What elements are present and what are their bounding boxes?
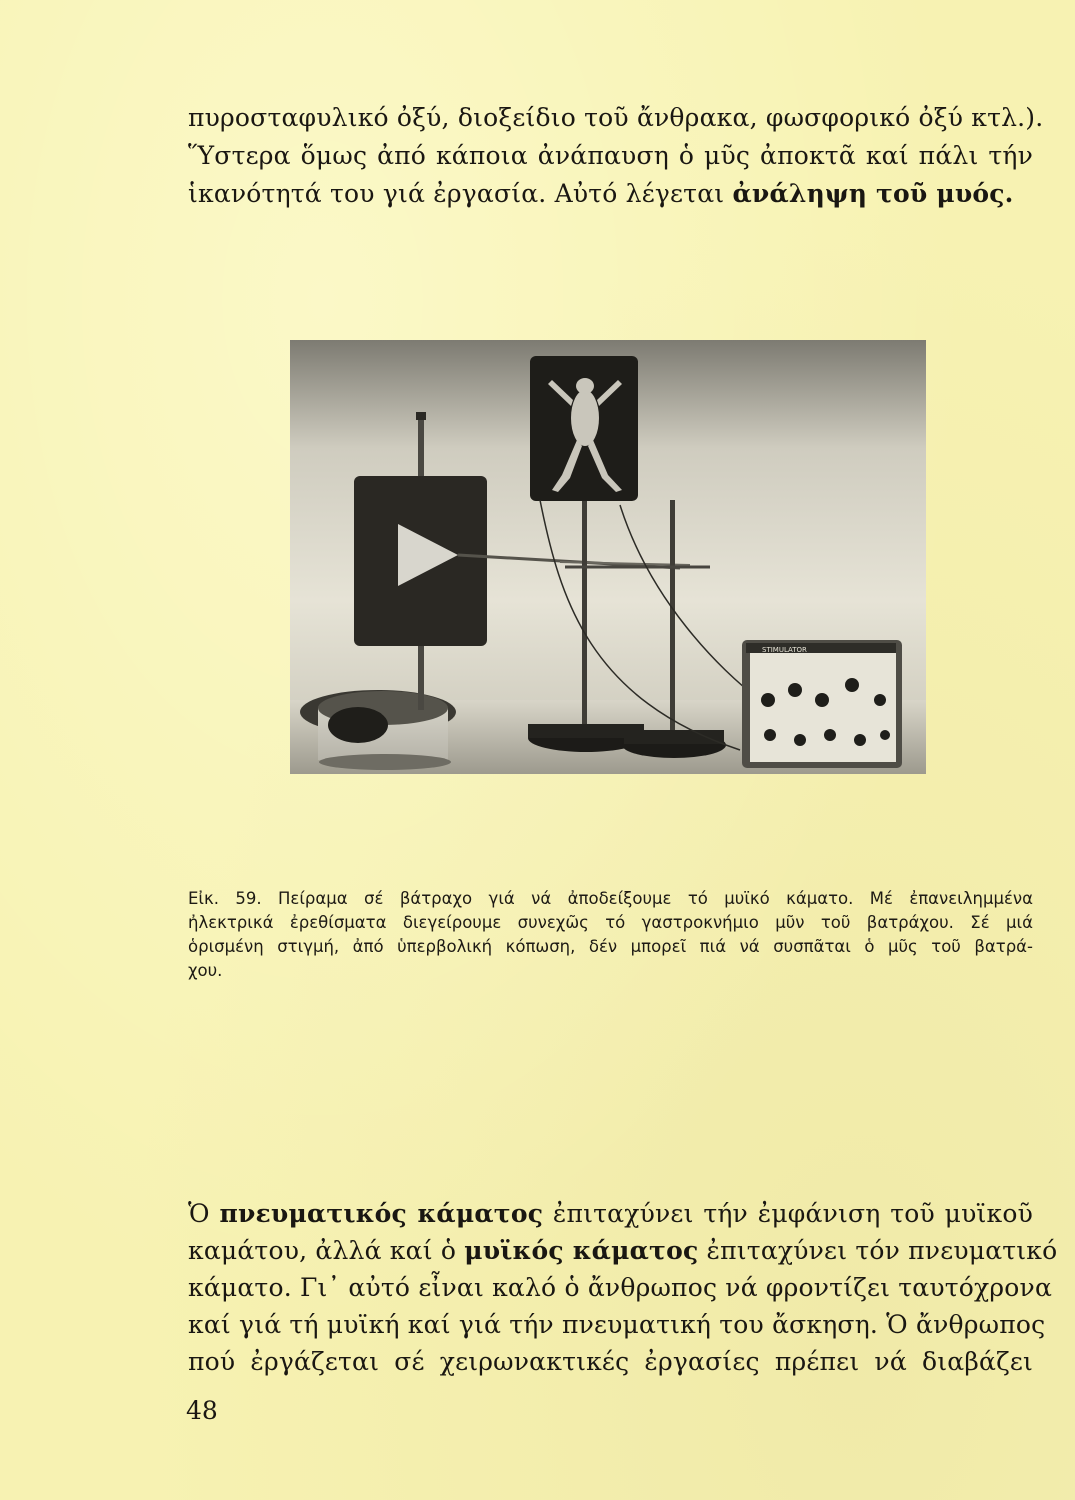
text-line: καί γιά τή μυϊκή καί γιά τήν πνευματική του ἄσκηση. Ὁ ἄνθρωπος xyxy=(188,1310,1046,1339)
stimulator-label: STIMULATOR xyxy=(762,646,807,654)
caption-line: ὁρισμένη στιγμή, ἀπό ὑπερβολική κόπωση, δέν μπορεῖ πιά νά συσπᾶται ὁ μῦς τοῦ βατρά- xyxy=(188,937,1033,956)
text-line: πού ἐργάζεται σέ χειρωνακτικές ἐργασίες πρέπει νά διαβάζει xyxy=(188,1347,1033,1376)
text-line: Ὕστερα ὅμως ἀπό κάποια ἀνάπαυση ὁ μῦς ἀποκτᾶ καί πάλι τήν xyxy=(188,141,1033,170)
caption-line: ἠλεκτρικά ἐρεθίσματα διεγείρουμε συνεχῶς τό γαστροκνήμιο μῦν τοῦ βατράχου. Σέ μιά xyxy=(188,913,1033,932)
stimulator-device xyxy=(742,640,902,768)
text-line: πυροσταφυλικό ὀξύ, διοξείδιο τοῦ ἄνθρακα, φωσφορικό ὀξύ κτλ.). xyxy=(188,103,1044,132)
bold-term: πνευματικός κάματος xyxy=(219,1199,544,1228)
text-fragment: καμάτου, ἀλλά καί ὁ xyxy=(188,1236,465,1265)
text-line: κάματο. Γι᾽ αὐτό εἶναι καλό ὁ ἄνθρωπος νά φροντίζει ταυτόχρονα xyxy=(188,1273,1053,1302)
text-fragment: ἐπιταχύνει τόν πνευματικό xyxy=(698,1236,1058,1265)
text-fragment: ἱκανότητά του γιά ἐργασία. Αὐτό λέγεται xyxy=(188,179,733,208)
top-paragraph xyxy=(188,99,1044,213)
text-fragment: ἐπιταχύνει τήν ἐμφάνιση τοῦ μυϊκοῦ xyxy=(543,1199,1033,1228)
bold-term: μυϊκός κάματος xyxy=(464,1236,699,1265)
experiment-photo xyxy=(290,340,926,774)
figure-caption xyxy=(188,887,1033,983)
text-line xyxy=(188,1195,1033,1232)
caption-line: Εἰκ. 59. Πείραμα σέ βάτραχο γιά νά ἀποδείξουμε τό μυϊκό κάματο. Μέ ἐπανειλημμένα xyxy=(188,889,1033,908)
page-number: 48 xyxy=(186,1396,218,1425)
experiment-illustration xyxy=(290,340,926,774)
kymograph xyxy=(300,690,456,770)
caption-line: χου. xyxy=(188,961,223,980)
text-line xyxy=(188,175,1033,213)
text-line xyxy=(188,1232,1058,1269)
bold-term: ἀνάληψη τοῦ μυός. xyxy=(732,179,1014,208)
text-fragment: Ὁ xyxy=(188,1199,220,1228)
bottom-paragraph xyxy=(188,1195,1058,1380)
recording-board xyxy=(354,476,487,646)
